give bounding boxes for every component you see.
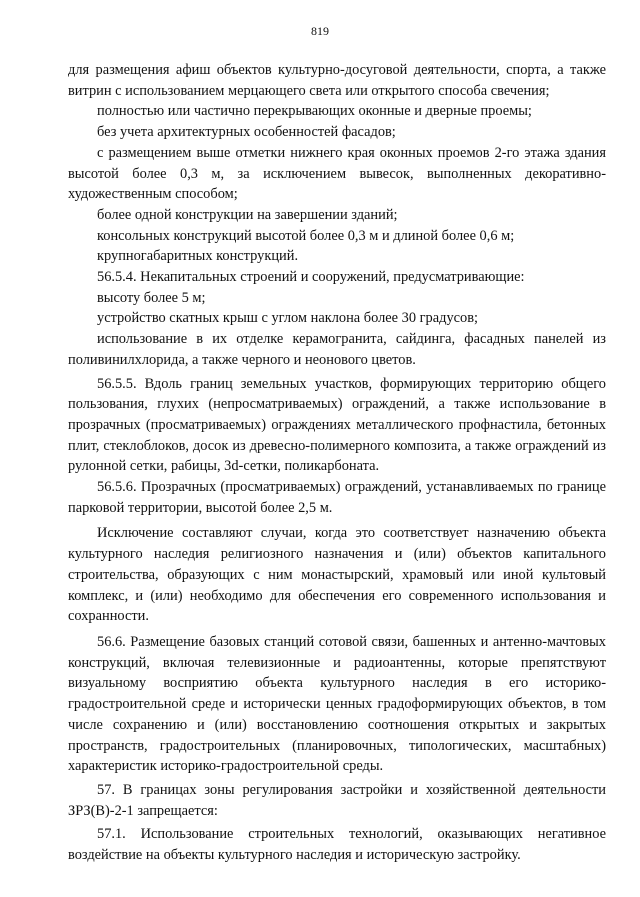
paragraph-finishing-materials: использование в их отделке керамогранита, сайдинга, фасадных панелей из поливинилхлорида, а также черного и неонового цветов.: [68, 331, 606, 368]
paragraph-rooftop-constructions: более одной конструкции на завершении зданий;: [97, 206, 398, 223]
paragraph-architectural-features: без учета архитектурных особенностей фасадов;: [97, 124, 396, 141]
paragraph-56-6: 56.6. Размещение базовых станций сотовой связи, башенных и антенно-мачтовых конструкций, включая телевизионные и радиоантенны, которые препятствуют визуальному восприятию объекта культурного наследия в его историко-градостроительной среде и исторически ценных градоформирующих объектов, в том числе сохранению и (или) восстановлению соотношения открытых и закрытых пространств, градостроительных (планировочных, типологических, масштабных) характеристик историко-градостроительной среды.: [68, 633, 606, 775]
paragraph-advertising-context: для размещения афиш объектов культурно-досуговой деятельности, спорта, а также витрин с использованием мерцающего света или открытого способа свечения;: [68, 62, 606, 99]
paragraph-above-second-floor: с размещением выше отметки нижнего края оконных проемов 2-го этажа здания высотой более 0,3 м, за исключением вывесок, выполненных декоративно-художественным способом;: [68, 144, 606, 203]
paragraph-56-5-6: 56.5.6. Прозрачных (просматриваемых) ограждений, устанавливаемых по границе парковой территории, высотой более 2,5 м.: [68, 479, 606, 516]
paragraph-large-constructions: крупногабаритных конструкций.: [97, 248, 299, 265]
paragraph-pitched-roofs: устройство скатных крыш с углом наклона более 30 градусов;: [97, 310, 479, 327]
paragraph-57-1: 57.1. Использование строительных технологий, оказывающих негативное воздействие на объекты культурного наследия и историческую застройку.: [68, 826, 606, 864]
paragraph-exception: Исключение составляют случаи, когда это соответствует назначению объекта культурного наследия религиозного назначения и (или) объектов капитального строительства, образующих с ним монастырский, храмовый или иной культовый комплекс, и (или) необходимо для обеспечения его современного использования и сохранности.: [68, 525, 606, 625]
paragraph-console-constructions: консольных конструкций высотой более 0,3 м и длиной более 0,6 м;: [97, 227, 515, 244]
paragraph-covering-openings: полностью или частично перекрывающих оконные и дверные проемы;: [97, 103, 532, 120]
paragraph-height-limit: высоту более 5 м;: [97, 289, 206, 306]
paragraph-57: 57. В границах зоны регулирования застройки и хозяйственной деятельности ЗРЗ(В)-2-1 запрещается:: [68, 781, 606, 819]
document-body: [68, 60, 606, 866]
paragraph-56-5-5: 56.5.5. Вдоль границ земельных участков, формирующих территорию общего пользования, глухих (непросматриваемых) ограждений, а также использование в прозрачных (просматриваемых) ограждениях металлического профнастила, бетонных плит, стеклоблоков, досок из древесно-полимерного композита, а также ограждений из рулонной сетки, рабицы, 3d-сетки, поликарбоната.: [68, 375, 606, 475]
page-number: 819: [311, 24, 329, 38]
paragraph-56-5-4: 56.5.4. Некапитальных строений и сооружений, предусматривающие:: [97, 269, 525, 286]
